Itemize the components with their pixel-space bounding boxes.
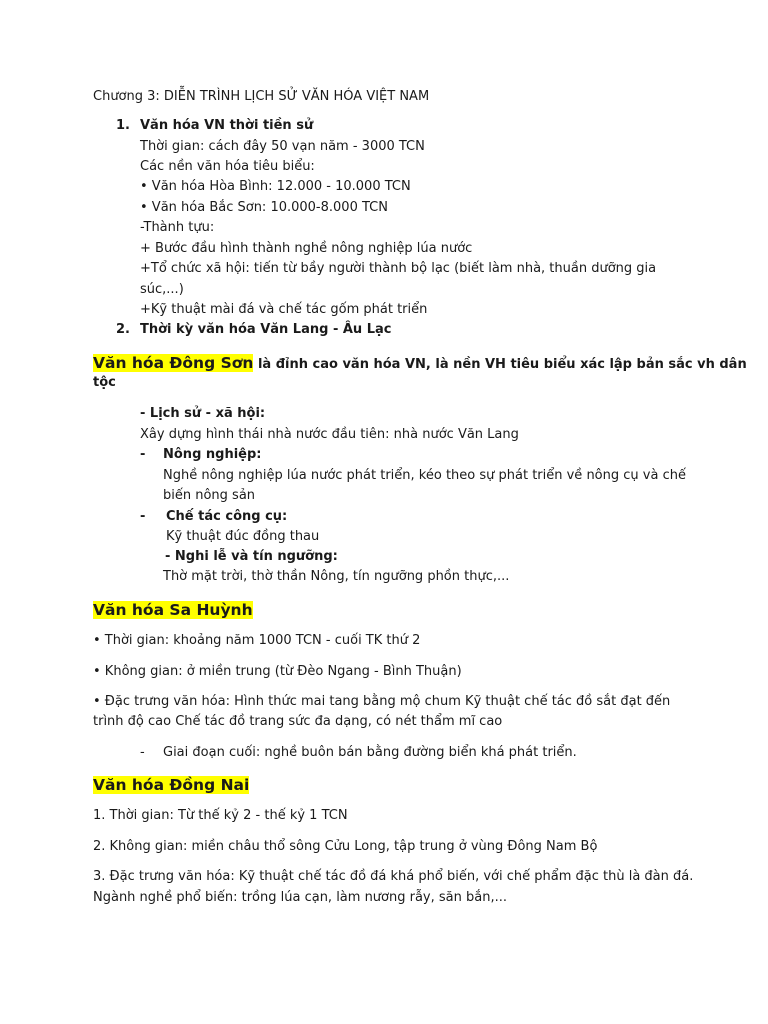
dongnai-heading-line: [93, 774, 249, 796]
section-2-title: Thời kỳ văn hóa Văn Lang - Âu Lạc: [140, 322, 392, 337]
s1-line: +Kỹ thuật mài đá và chế tác gốm phát triển: [140, 302, 428, 317]
s1-line: • Văn hóa Hòa Bình: 12.000 - 10.000 TCN: [140, 179, 411, 194]
dongson-heading: Văn hóa Đông Sơn: [93, 354, 254, 372]
dongson-heading-line: [93, 352, 747, 376]
dongnai-time: 1. Thời gian: Từ thế kỷ 2 - thế kỷ 1 TCN: [93, 808, 348, 823]
dongnai-feature: 3. Đặc trưng văn hóa: Kỹ thuật chế tác đồ đá khá phổ biến, với chế phẩm đặc thù là đàn đá.: [93, 869, 694, 884]
dongson-agri-text-cont: biến nông sản: [163, 488, 256, 503]
dongson-history-text: Xây dựng hình thái nhà nước đầu tiên: nhà nước Văn Lang: [140, 427, 519, 442]
s1-line: Thời gian: cách đây 50 vạn năm - 3000 TCN: [140, 139, 425, 154]
sahuynh-feature-cont: trình độ cao Chế tác đồ trang sức đa dạng, có nét thẩm mĩ cao: [93, 714, 503, 729]
dongson-desc: là đỉnh cao văn hóa VN, là nền VH tiêu biểu xác lập bản sắc vh dân: [253, 357, 747, 372]
dongson-tools-text: Kỹ thuật đúc đồng thau: [166, 529, 320, 544]
dongnai-heading: Văn hóa Đồng Nai: [93, 776, 250, 794]
s1-line: -Thành tựu:: [140, 220, 215, 235]
dongson-history-label: - Lịch sử - xã hội:: [140, 406, 266, 421]
s1-line: súc,...): [140, 282, 184, 297]
dongnai-space: 2. Không gian: miền châu thổ sông Cửu Long, tập trung ở vùng Đông Nam Bộ: [93, 839, 598, 854]
dongson-rites-label: - Nghi lễ và tín ngưỡng:: [165, 549, 338, 564]
sahuynh-space: • Không gian: ở miền trung (từ Đèo Ngang - Bình Thuận): [93, 664, 462, 679]
section-1-number: 1.: [116, 118, 130, 133]
sahuynh-feature: • Đặc trưng văn hóa: Hình thức mai tang bằng mộ chum Kỹ thuật chế tác đồ sắt đạt đến: [93, 694, 671, 709]
dongson-tools-label: Chế tác công cụ:: [166, 509, 288, 524]
sahuynh-late-dash: -: [140, 745, 145, 760]
s1-line: Các nền văn hóa tiêu biểu:: [140, 159, 315, 174]
dongson-desc-cont: tộc: [93, 375, 116, 390]
dongson-rites-text: Thờ mặt trời, thờ thần Nông, tín ngưỡng phồn thực,...: [163, 569, 510, 584]
sahuynh-heading-line: [93, 599, 253, 621]
sahuynh-late-text: Giai đoạn cuối: nghề buôn bán bằng đường biển khá phát triển.: [163, 745, 577, 760]
s1-line: +Tổ chức xã hội: tiến từ bầy người thành bộ lạc (biết làm nhà, thuần dưỡng gia: [140, 261, 657, 276]
dongson-agri-text: Nghề nông nghiệp lúa nước phát triển, kéo theo sự phát triển về nông cụ và chế: [163, 468, 686, 483]
section-1-title: Văn hóa VN thời tiền sử: [140, 118, 314, 133]
sahuynh-time: • Thời gian: khoảng năm 1000 TCN - cuối TK thứ 2: [93, 633, 421, 648]
s1-line: • Văn hóa Bắc Sơn: 10.000-8.000 TCN: [140, 200, 388, 215]
dongson-agri-label: Nông nghiệp:: [163, 447, 262, 462]
chapter-title: Chương 3: DIỄN TRÌNH LỊCH SỬ VĂN HÓA VIỆT NAM: [93, 89, 430, 104]
dongson-tools-dash: -: [140, 509, 146, 524]
s1-line: + Bước đầu hình thành nghề nông nghiệp lúa nước: [140, 241, 473, 256]
section-2-number: 2.: [116, 322, 130, 337]
dongson-agri-dash: -: [140, 447, 146, 462]
dongnai-feature-cont: Ngành nghề phổ biến: trồng lúa cạn, làm nương rẫy, săn bắn,...: [93, 890, 507, 905]
sahuynh-heading: Văn hóa Sa Huỳnh: [93, 601, 253, 619]
